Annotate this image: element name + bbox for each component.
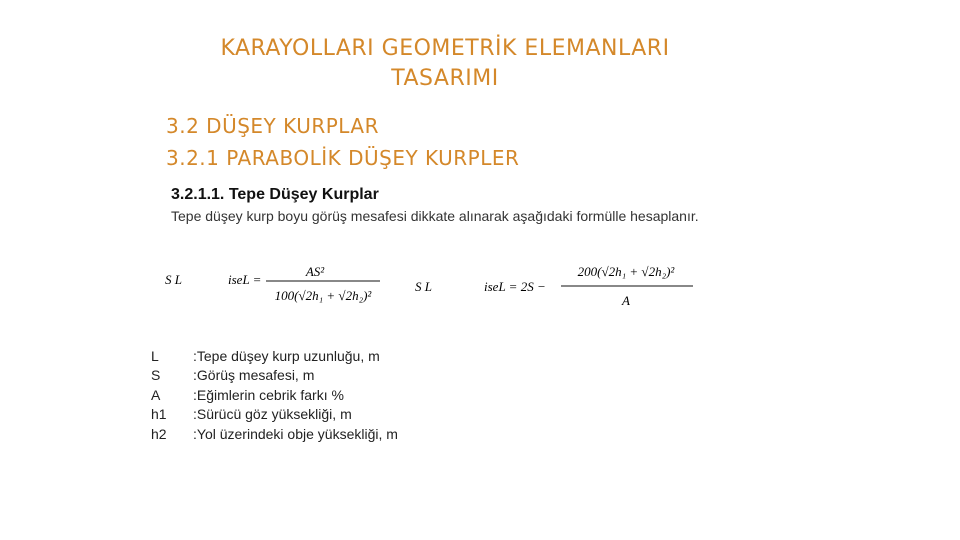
legend-symbol: h1 xyxy=(151,406,167,423)
formula-crest-curve-s-greater-than-l xyxy=(415,255,705,315)
formula-2-denominator: A xyxy=(622,293,630,308)
legend-symbol: L xyxy=(151,348,159,364)
formula-1-numerator: AS² xyxy=(305,264,325,279)
formula-1-condition: S L xyxy=(165,272,182,287)
legend-symbols xyxy=(151,347,167,444)
formula-1-lhs: iseL = xyxy=(228,272,262,287)
formula-crest-curve-s-less-than-l xyxy=(165,255,395,315)
description-text: Tepe düşey kurp boyu görüş mesafesi dikkate alınarak aşağıdaki formülle hesaplanır. xyxy=(171,208,699,224)
section-heading xyxy=(166,110,519,174)
title-line-1: KARAYOLLARI GEOMETRİK ELEMANLARI xyxy=(220,36,670,61)
slide-title xyxy=(190,34,700,94)
subheading: 3.2.1.1. Tepe Düşey Kurplar xyxy=(171,186,379,203)
legend-symbol: h2 xyxy=(151,425,167,442)
legend-definition: :Eğimlerin cebrik farkı % xyxy=(193,386,344,403)
formula-2-lhs: iseL = 2S − xyxy=(484,279,546,294)
section-line-2: 3.2.1 PARABOLİK DÜŞEY KURPLER xyxy=(166,146,520,170)
legend-definition: :Tepe düşey kurp uzunluğu, m xyxy=(193,348,380,364)
formula-1-svg xyxy=(165,255,395,315)
legend-definitions xyxy=(193,347,398,444)
formula-2-numerator: 200(√2h₁ + √2h₂)² xyxy=(577,264,675,279)
legend-definition: :Görüş mesafesi, m xyxy=(193,367,315,384)
legend-definition: :Yol üzerindeki obje yüksekliği, m xyxy=(193,425,398,442)
title-line-2: TASARIMI xyxy=(391,66,499,91)
legend-definition: :Sürücü göz yüksekliği, m xyxy=(193,406,352,423)
section-line-1: 3.2 DÜŞEY KURPLAR xyxy=(166,114,379,138)
legend-symbol: S xyxy=(151,367,161,384)
legend-symbol: A xyxy=(151,386,161,403)
formula-1-denominator: 100(√2h₁ + √2h₂)² xyxy=(274,288,372,303)
formula-2-condition: S L xyxy=(415,279,432,294)
formula-2-svg xyxy=(415,255,705,315)
